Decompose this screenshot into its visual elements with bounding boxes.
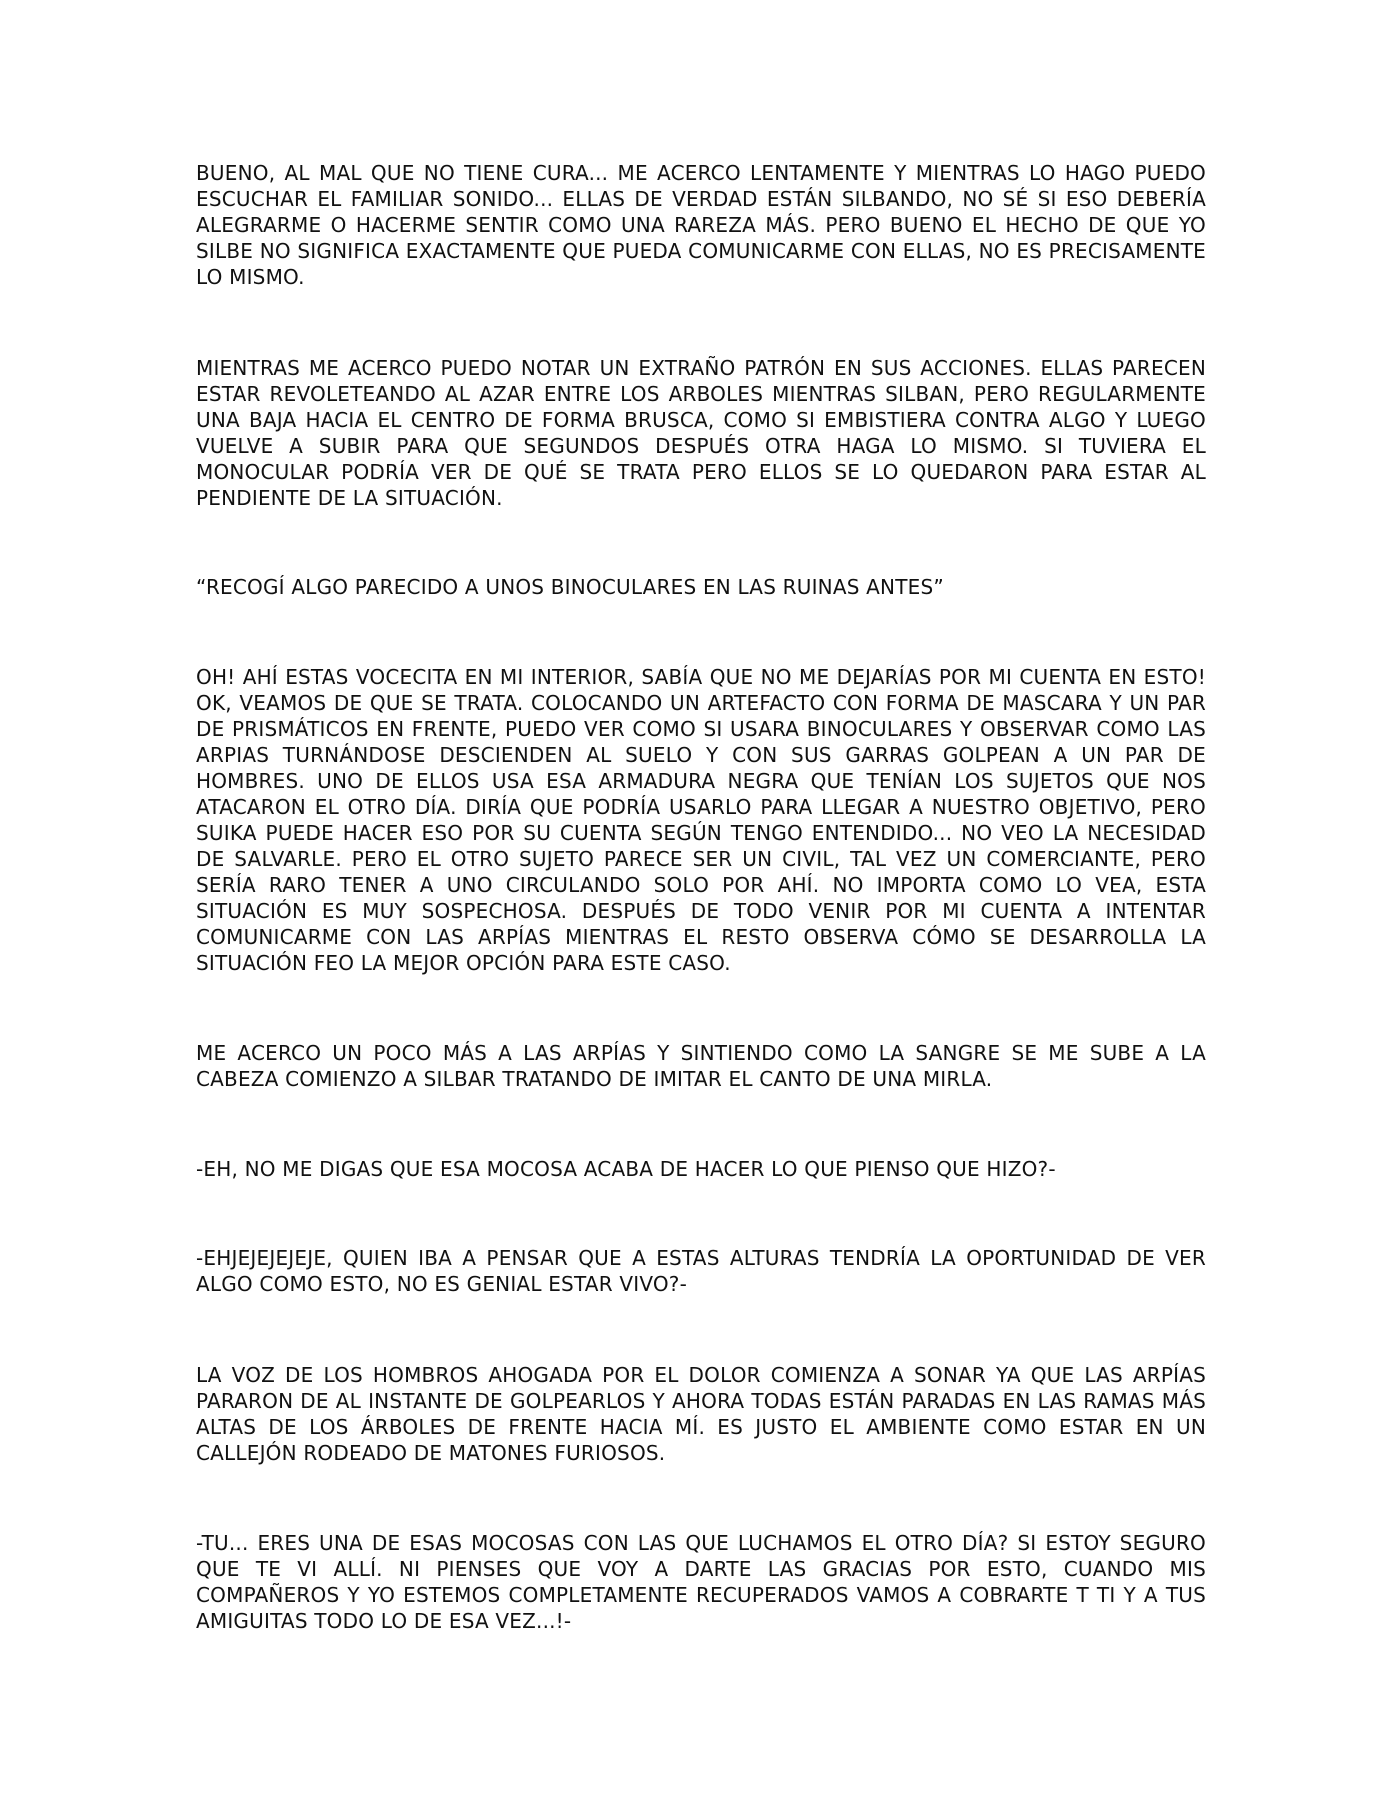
paragraph-7-dialogue: -EHJEJEJEJEJE, QUIEN IBA A PENSAR QUE A ESTAS ALTURAS TENDRÍA LA OPORTUNIDAD DE VER ALGO COMO ESTO, NO ES GENIAL ESTAR VIVO?- xyxy=(196,1246,1206,1296)
paragraph-3-quote: “RECOGÍ ALGO PARECIDO A UNOS BINOCULARES EN LAS RUINAS ANTES” xyxy=(196,575,944,599)
paragraph-4: OH! AHÍ ESTAS VOCECITA EN MI INTERIOR, SABÍA QUE NO ME DEJARÍAS POR MI CUENTA EN ESTO! OK, VEAMOS DE QUE SE TRATA. COLOCANDO UN ARTEFACTO CON FORMA DE MASCARA Y UN PAR DE PRISMÁTICOS EN FRENTE, PUEDO VER COMO SI USARA BINOCULARES Y OBSERVAR COMO LAS ARPIAS TURNÁNDOSE DESCIENDEN AL SUELO Y CON SUS GARRAS GOLPEAN A UN PAR DE HOMBRES. UNO DE ELLOS USA ESA ARMADURA NEGRA QUE TENÍAN LOS SUJETOS QUE NOS ATACARON EL OTRO DÍA. DIRÍA QUE PODRÍA USARLO PARA LLEGAR A NUESTRO OBJETIVO, PERO SUIKA PUEDE HACER ESO POR SU CUENTA SEGÚN TENGO ENTENDIDO... NO VEO LA NECESIDAD DE SALVARLE. PERO EL OTRO SUJETO PARECE SER UN CIVIL, TAL VEZ UN COMERCIANTE, PERO SERÍA RARO TENER A UNO CIRCULANDO SOLO POR AHÍ. NO IMPORTA COMO LO VEA, ESTA SITUACIÓN ES MUY SOSPECHOSA. DESPUÉS DE TODO VENIR POR MI CUENTA A INTENTAR COMUNICARME CON LAS ARPÍAS MIENTRAS EL RESTO OBSERVA CÓMO SE DESARROLLA LA SITUACIÓN FEO LA MEJOR OPCIÓN PARA ESTE CASO. xyxy=(196,665,1206,975)
paragraph-6-dialogue: -EH, NO ME DIGAS QUE ESA MOCOSA ACABA DE HACER LO QUE PIENSO QUE HIZO?- xyxy=(196,1157,1056,1181)
paragraph-1: BUENO, AL MAL QUE NO TIENE CURA... ME ACERCO LENTAMENTE Y MIENTRAS LO HAGO PUEDO ESCUCHAR EL FAMILIAR SONIDO... ELLAS DE VERDAD ESTÁN SILBANDO, NO SÉ SI ESO DEBERÍA ALEGRARME O HACERME SENTIR COMO UNA RAREZA MÁS. PERO BUENO EL HECHO DE QUE YO SILBE NO SIGNIFICA EXACTAMENTE QUE PUEDA COMUNICARME CON ELLAS, NO ES PRECISAMENTE LO MISMO. xyxy=(196,161,1206,289)
paragraph-2: MIENTRAS ME ACERCO PUEDO NOTAR UN EXTRAÑO PATRÓN EN SUS ACCIONES. ELLAS PARECEN ESTAR REVOLETEANDO AL AZAR ENTRE LOS ARBOLES MIENTRAS SILBAN, PERO REGULARMENTE UNA BAJA HACIA EL CENTRO DE FORMA BRUSCA, COMO SI EMBISTIERA CONTRA ALGO Y LUEGO VUELVE A SUBIR PARA QUE SEGUNDOS DESPUÉS OTRA HAGA LO MISMO. SI TUVIERA EL MONOCULAR PODRÍA VER DE QUÉ SE TRATA PERO ELLOS SE LO QUEDARON PARA ESTAR AL PENDIENTE DE LA SITUACIÓN. xyxy=(196,356,1206,510)
paragraph-5: ME ACERCO UN POCO MÁS A LAS ARPÍAS Y SINTIENDO COMO LA SANGRE SE ME SUBE A LA CABEZA COMIENZO A SILBAR TRATANDO DE IMITAR EL CANTO DE UNA MIRLA. xyxy=(196,1041,1206,1091)
paragraph-8: LA VOZ DE LOS HOMBROS AHOGADA POR EL DOLOR COMIENZA A SONAR YA QUE LAS ARPÍAS PARARON DE AL INSTANTE DE GOLPEARLOS Y AHORA TODAS ESTÁN PARADAS EN LAS RAMAS MÁS ALTAS DE LOS ÁRBOLES DE FRENTE HACIA MÍ. ES JUSTO EL AMBIENTE COMO ESTAR EN UN CALLEJÓN RODEADO DE MATONES FURIOSOS. xyxy=(196,1363,1206,1465)
paragraph-9-dialogue: -TU... ERES UNA DE ESAS MOCOSAS CON LAS QUE LUCHAMOS EL OTRO DÍA? SI ESTOY SEGURO QUE TE VI ALLÍ. NI PIENSES QUE VOY A DARTE LAS GRACIAS POR ESTO, CUANDO MIS COMPAÑEROS Y YO ESTEMOS COMPLETAMENTE RECUPERADOS VAMOS A COBRARTE T TI Y A TUS AMIGUITAS TODO LO DE ESA VEZ...!- xyxy=(196,1531,1206,1633)
